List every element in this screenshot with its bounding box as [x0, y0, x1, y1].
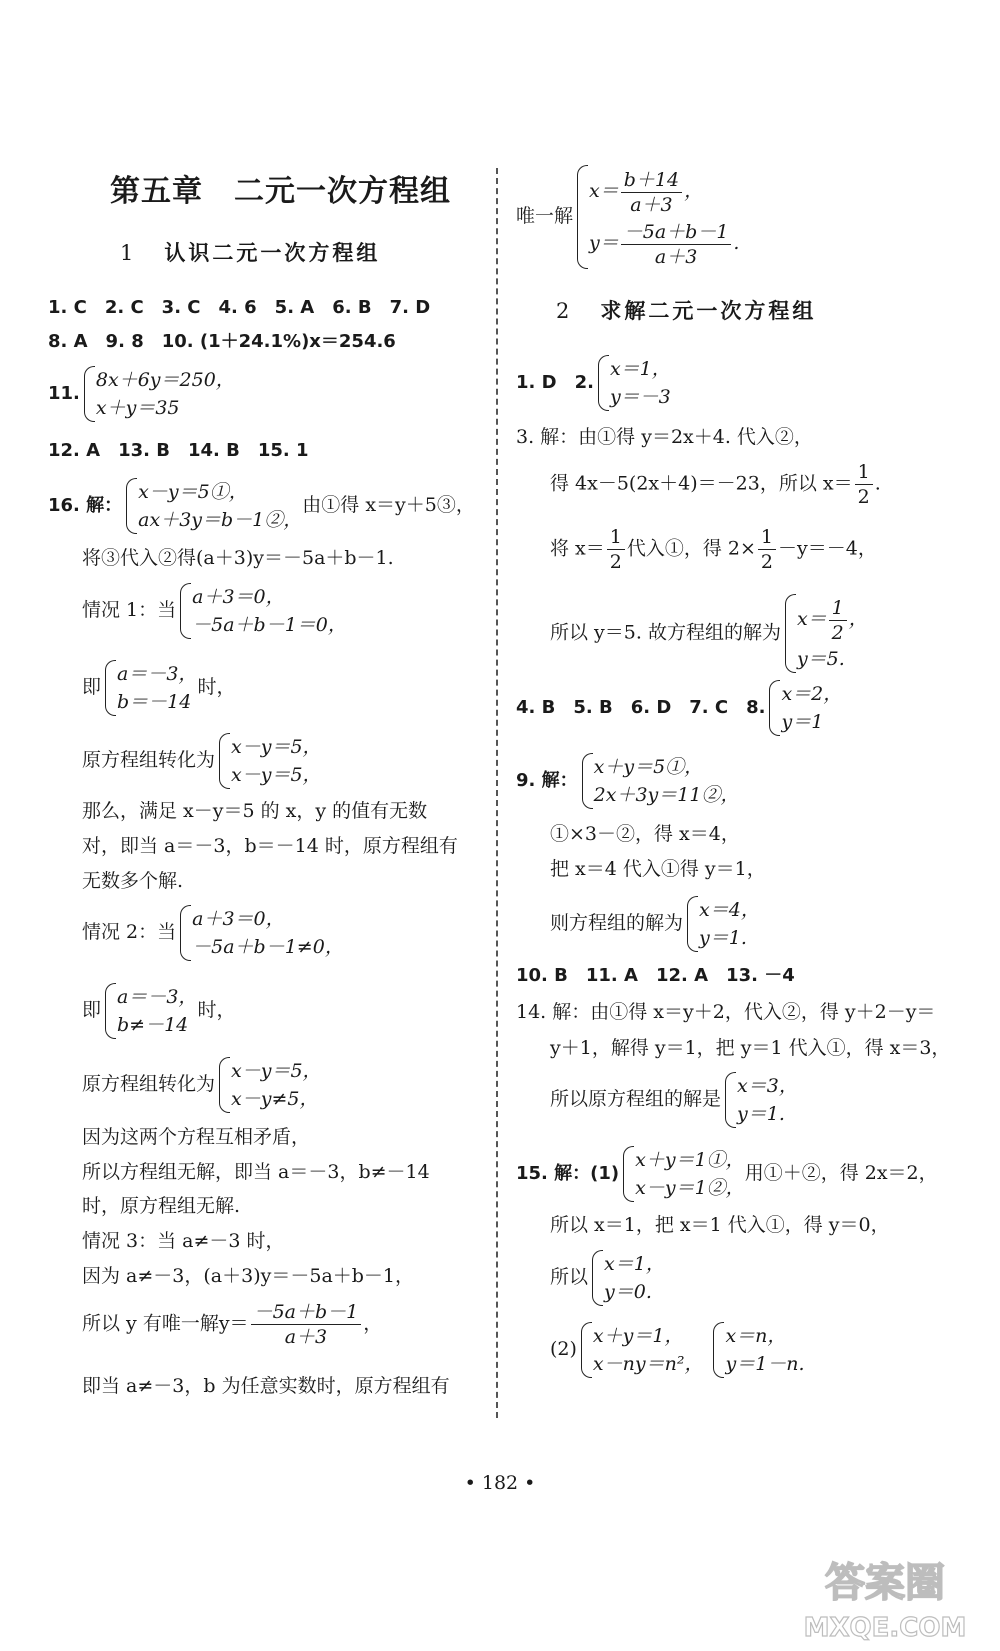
case-2-values — [82, 983, 235, 1039]
fraction-denominator: 2 — [760, 551, 774, 573]
system-row — [797, 594, 868, 645]
system-row: 8x＋6y＝250， — [95, 369, 235, 391]
case-1-text-1: 那么，满足 x－y＝5 的 x，y 的值有无数 — [82, 800, 428, 822]
line-prefix: 所以 — [550, 1266, 589, 1288]
chapter-title: 第五章 二元一次方程组 — [110, 174, 451, 209]
fraction-numerator: 1 — [758, 525, 776, 550]
system-row: ax＋3y＝b－1②， — [138, 509, 303, 531]
answer-15-solution-system — [590, 1250, 665, 1306]
case-1-transformed — [82, 733, 322, 789]
case-2-transformed — [82, 1057, 322, 1113]
system-row: y＝0. — [604, 1281, 652, 1303]
answer-16-substitution: 将③代入②得(a＋3)y＝－5a＋b－1. — [82, 547, 394, 569]
answer-8-system — [767, 680, 842, 736]
case-2-text-1: 因为这两个方程互相矛盾， — [82, 1126, 311, 1148]
case-1-text-2: 对，即当 a＝－3，b＝－14 时，原方程组有 — [82, 835, 458, 857]
fraction — [251, 1300, 362, 1349]
section-1-number: 1 — [120, 241, 137, 265]
row-prefix: x＝ — [589, 180, 619, 202]
answer-16-system-line — [48, 478, 475, 534]
answer-3-line-4 — [550, 594, 868, 673]
row-prefix: y＝ — [589, 232, 619, 254]
system-row: x＝n， — [725, 1325, 787, 1347]
answer-9-system-line — [516, 753, 739, 809]
case-1-label: 情况 1：当 — [82, 599, 177, 621]
case-1-values-label: 即 — [82, 676, 102, 698]
fraction-numerator: －5a＋b－1 — [621, 220, 732, 245]
fraction-numerator: 1 — [829, 596, 847, 621]
system-row — [589, 165, 739, 217]
page-number: • 182 • — [464, 1472, 536, 1494]
system-row: x＝4， — [699, 899, 760, 921]
answer-9-solution-system — [685, 896, 760, 952]
line-prefix: 则方程组的解为 — [550, 912, 684, 934]
case-2-text-2: 所以方程组无解，即当 a＝－3，b≠－14 — [82, 1161, 430, 1183]
answer-15-part-2-system — [579, 1322, 704, 1378]
answer-16-step: 由①得 x＝y＋5③， — [302, 494, 475, 516]
unique-solution — [516, 165, 739, 269]
case-2-transformed-label: 原方程组转化为 — [82, 1073, 216, 1095]
system-row: y＝5. — [796, 647, 845, 670]
case-2-text-3: 时，原方程组无解. — [82, 1195, 241, 1217]
fraction — [758, 525, 776, 574]
case-3-text-2: 因为 a≠－3，(a＋3)y＝－5a＋b－1， — [82, 1265, 415, 1287]
fraction-denominator: 2 — [831, 621, 844, 644]
answer-11-system — [82, 366, 235, 422]
answer-15-label: 15. 解：(1) — [516, 1163, 620, 1184]
system-row: y＝1 — [781, 711, 824, 733]
answers-1-2 — [516, 355, 671, 411]
system-row: y＝1. — [699, 927, 747, 949]
row-suffix: ， — [684, 180, 704, 202]
case-2-values-suffix: 时， — [197, 999, 236, 1021]
system-row: x＝2， — [781, 683, 843, 705]
answer-11 — [48, 366, 235, 422]
system-row: y＝1. — [737, 1103, 785, 1125]
section-2-number: 2 — [556, 299, 573, 323]
system-row: x－y＝5①， — [138, 481, 248, 503]
answers-1-2-prefix: 1. D 2. — [516, 372, 594, 393]
watermark-bottom-text: MXQE.COM — [803, 1613, 967, 1643]
answer-9-system — [580, 753, 740, 809]
answer-15-part-1 — [516, 1146, 938, 1202]
case-3-text-4: 即当 a≠－3，b 为任意实数时，原方程组有 — [82, 1375, 450, 1397]
system-row: x－y＝1②， — [635, 1177, 745, 1199]
answer-15-line-3 — [550, 1250, 665, 1306]
system-row: a＋3＝0， — [192, 586, 285, 608]
fraction — [607, 525, 625, 574]
fraction-denominator: a＋3 — [654, 245, 698, 268]
system-row: x＝1， — [609, 358, 671, 380]
answers-1-7: 1. C 2. C 3. C 4. 6 5. A 6. B 7. D — [48, 297, 431, 318]
fraction — [829, 596, 847, 645]
system-row: x＋y＝1①， — [635, 1149, 745, 1171]
section-1-heading — [120, 242, 380, 264]
case-1-system — [178, 583, 347, 639]
system-row: a＝－3， — [117, 986, 198, 1008]
answer-11-label: 11. — [48, 383, 80, 404]
answers-4-8-prefix: 4. B 5. B 6. D 7. C 8. — [516, 697, 766, 718]
system-row: x＋y＝1， — [592, 1325, 684, 1347]
answer-15-line-2: 所以 x＝1，把 x＝1 代入①，得 y＝0， — [550, 1214, 890, 1236]
answer-9-label: 9. 解： — [516, 770, 578, 791]
system-row: x＝3， — [737, 1075, 798, 1097]
case-1-values-suffix: 时， — [197, 676, 236, 698]
answer-15-part-2 — [550, 1322, 805, 1378]
case-2-condition — [82, 905, 344, 961]
row-suffix: ， — [848, 608, 868, 630]
fraction — [621, 220, 732, 269]
answer-9-line-3: 把 x＝4 代入①得 y＝1， — [550, 858, 766, 880]
column-divider — [496, 168, 498, 1418]
fraction-numerator: －5a＋b－1 — [251, 1300, 362, 1325]
case-3-text-1: 情况 3：当 a≠－3 时， — [82, 1230, 285, 1252]
system-row: y＝－3 — [609, 386, 671, 408]
section-2-heading — [556, 300, 816, 322]
section-1-title: 认识二元一次方程组 — [164, 240, 381, 265]
answer-3-line-3 — [550, 525, 877, 574]
system-row: b≠－14 — [117, 1014, 189, 1036]
answer-9-line-4 — [550, 896, 760, 952]
section-2-title: 求解二元一次方程组 — [600, 298, 817, 323]
system-row: x－y≠5， — [231, 1088, 319, 1110]
row-suffix: . — [733, 232, 740, 254]
answer-14-line-2: y＋1，解得 y＝1，把 y＝1 代入①，得 x＝3， — [550, 1037, 951, 1059]
line-middle: 代入①，得 2× — [626, 537, 756, 560]
answer-15-system — [621, 1146, 745, 1202]
system-row: a＋3＝0， — [192, 908, 285, 930]
system-row: x＋y＝35 — [95, 397, 180, 419]
case-3-text-3-prefix: 所以 y 有唯一解y＝ — [82, 1312, 249, 1335]
case-1-values — [82, 660, 235, 716]
case-1-text-3: 无数多个解. — [82, 870, 184, 892]
fraction-denominator: a＋3 — [284, 1326, 328, 1348]
line-prefix: 将 x＝ — [550, 537, 605, 560]
fraction-numerator: 1 — [855, 460, 873, 485]
case-2-label: 情况 2：当 — [82, 921, 177, 943]
answers-4-8 — [516, 680, 842, 736]
answers-12-15: 12. A 13. B 14. B 15. 1 — [48, 440, 309, 461]
answer-3-solution-system — [783, 594, 868, 673]
answer-14-line-1: 14. 解：由①得 x＝y＋2，代入②，得 y＋2－y＝ — [516, 1001, 936, 1023]
fraction — [621, 168, 682, 217]
answer-9-line-2: ①×3－②，得 x＝4， — [550, 823, 740, 845]
fraction — [855, 460, 873, 509]
case-1-values-system — [103, 660, 197, 716]
case-3-text-3 — [82, 1300, 382, 1349]
answer-2-system — [596, 355, 671, 411]
answer-3-line-2 — [550, 460, 881, 509]
answer-16-label: 16. 解： — [48, 495, 123, 516]
answer-15-part-2-label: (2) — [550, 1338, 577, 1360]
system-row — [589, 217, 739, 269]
system-row: x＋y＝5①， — [593, 756, 704, 778]
system-row: x－ny＝n²， — [592, 1353, 704, 1375]
fraction-denominator: 2 — [609, 551, 622, 573]
system-row: －5a＋b－1＝0， — [192, 614, 347, 636]
system-row: －5a＋b－1≠0， — [192, 936, 344, 958]
row-prefix: x＝ — [796, 608, 827, 630]
line-prefix: 得 4x－5(2x＋4)＝－23，所以 x＝ — [550, 472, 853, 495]
case-2-values-system — [103, 983, 197, 1039]
case-2-system — [178, 905, 344, 961]
line-suffix: . — [874, 472, 881, 495]
case-2-values-label: 即 — [82, 999, 102, 1021]
system-row: x－y＝5， — [231, 1060, 322, 1082]
answer-14-line-3 — [550, 1072, 798, 1128]
system-row: x－y＝5， — [231, 764, 322, 786]
answer-16-system — [124, 478, 302, 534]
answer-15-part-2-solution — [711, 1322, 804, 1378]
answers-10-13: 10. B 11. A 12. A 13. －4 — [516, 965, 795, 986]
case-1-transformed-system — [217, 733, 322, 789]
line-suffix: －y＝－4， — [778, 537, 877, 560]
unique-solution-system — [575, 165, 739, 269]
case-1-transformed-label: 原方程组转化为 — [82, 749, 216, 771]
case-1-condition — [82, 583, 347, 639]
answer-3-line-1: 3. 解：由①得 y＝2x＋4. 代入②， — [516, 426, 813, 448]
answers-8-10: 8. A 9. 8 10. (1＋24.1%)x＝254.6 — [48, 331, 396, 352]
system-row: x－y＝5， — [231, 736, 322, 758]
watermark-top-text: 答案圈 — [825, 1560, 945, 1606]
answer-15-step: 用①＋②，得 2x＝2， — [744, 1162, 938, 1184]
fraction-numerator: b＋14 — [621, 168, 682, 193]
fraction-numerator: 1 — [607, 525, 625, 550]
system-row: 2x＋3y＝11②， — [593, 784, 740, 806]
system-row: x＝1， — [604, 1253, 665, 1275]
answer-14-solution-system — [723, 1072, 798, 1128]
case-2-transformed-system — [217, 1057, 322, 1113]
system-row: y＝1－n. — [725, 1353, 805, 1375]
line-prefix: 所以 y＝5. 故方程组的解为 — [550, 621, 781, 644]
line-prefix: 所以原方程组的解是 — [550, 1088, 722, 1110]
fraction-denominator: 2 — [857, 486, 870, 508]
unique-solution-label: 唯一解 — [516, 205, 574, 227]
fraction-denominator: a＋3 — [630, 193, 673, 216]
watermark-logo — [780, 1548, 990, 1644]
system-row: a＝－3， — [117, 663, 198, 685]
system-row: b＝－14 — [117, 691, 192, 713]
case-3-text-3-suffix: ， — [363, 1312, 383, 1335]
